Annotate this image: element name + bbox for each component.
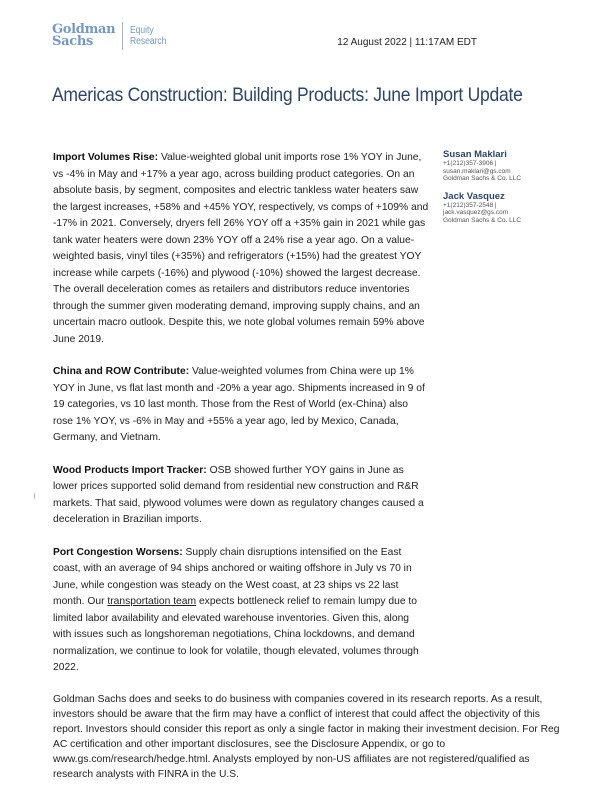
author-list <box>443 150 521 233</box>
margin-mark <box>34 493 35 499</box>
paragraph-import-volumes <box>53 150 429 348</box>
paragraph-port-congestion <box>53 545 429 677</box>
author-firm: Goldman Sachs & Co. LLC <box>443 216 522 224</box>
logo-sub1: Equity <box>130 25 154 36</box>
author-card <box>443 192 521 225</box>
logo-divider <box>122 22 123 50</box>
report-body <box>53 150 429 693</box>
author-phone: +1(212)357-2548 | <box>443 201 497 209</box>
transportation-team-link[interactable]: transportation team <box>107 596 197 607</box>
author-firm: Goldman Sachs & Co. LLC <box>443 175 522 182</box>
author-email[interactable]: susan.maklari@gs.com <box>443 167 511 175</box>
author-card <box>443 150 521 183</box>
logo-line1: Goldman <box>52 22 116 37</box>
paragraph-text: Value-weighted global unit imports rose 1% YOY in June, vs -4% in May and +17% a year ago, across building product categories. On an absolute basis, by segment, composites and electric tankless water heaters saw the largest increases, +58% and +45% YOY, respectively, vs comps of +109% and -17% in 2021. Conversely, dryers fell 26% YOY off a +35% gain in 2021 while gas tank water heaters were down 23% YOY off a 24% rise a year ago. On a value-weighted basis, vinyl tiles (+35%) and refrigerators (+15%) had the greatest YOY increase while carpets (-16%) and plywood (-10%) showed the largest decrease. The overall deceleration comes as retailers and distributors reduce inventories through the summer given moderating demand, improving supply chains, and an uncertain macro outlook. Despite this, we note global volumes remain 59% above June 2019. <box>53 152 429 345</box>
page-title: Americas Construction: Building Products: June Import Update <box>52 84 523 106</box>
paragraph-wood-products <box>53 463 429 529</box>
logo-line2: Sachs <box>52 34 93 49</box>
author-email[interactable]: jack.vasquez@gs.com <box>443 209 509 216</box>
paragraph-text: expects bottleneck relief to remain lumpy due to limited labor availability and elevated warehouse inventories. Given this, along with issues such as longshoreman negotiations, China lockdowns, and demand normalization, we continue to look for volatile, though elevated, volumes through 2022. <box>53 596 419 673</box>
disclosure-footer: Goldman Sachs does and seeks to do business with companies covered in its research reports. As a result, investors should be aware that the firm may have a conflict of interest that could affect the objectivity of this report. Investors should consider this report as only a single factor in making their investment decision. For Reg AC certification and other important disclosures, see the Disclosure Appendix, or go to www.gs.com/research/hedge.html. Analysts employed by non-US affiliates are not registered/qualified as research analysts with FINRA in the U.S. <box>53 694 560 780</box>
paragraph-lead: Import Volumes Rise: <box>53 152 159 163</box>
author-name: Jack Vasquez <box>443 190 505 202</box>
goldman-sachs-logo <box>52 22 173 50</box>
author-phone: +1(212)357-3906 | <box>443 160 497 167</box>
paragraph-text: Supply chain disruptions intensified on the East coast, with an average of 94 ships anchored or waiting offshore in July vs 70 in June, while congestion was steady on the West coast, at 23 ships vs 22 last month. Our <box>53 546 412 607</box>
logo-sub2: Research <box>130 36 167 47</box>
paragraph-lead: China and ROW Contribute: <box>53 366 190 377</box>
author-name: Susan Maklari <box>443 149 507 160</box>
paragraph-lead: Port Congestion Worsens: <box>53 546 183 558</box>
paragraph-china-row <box>53 364 429 447</box>
paragraph-text: Value-weighted volumes from China were up 1% YOY in June, vs flat last month and -20% a year ago. Shipments increased in 9 of 19 categories, vs 10 last month. Those from the Rest of World (ex-China) also rose 1% YOY, vs -6% in May and +55% a year ago, led by Mexico, Canada, Germany, and Vietnam. <box>53 366 425 443</box>
paragraph-text: OSB showed further YOY gains in June as lower prices supported solid demand from residential new construction and R&R markets. That said, plywood volumes were down as regulatory changes caused a deceleration in Brazilian imports. <box>53 464 424 525</box>
paragraph-lead: Wood Products Import Tracker: <box>53 464 207 476</box>
report-date: 12 August 2022 | 11:17AM EDT <box>337 37 477 48</box>
